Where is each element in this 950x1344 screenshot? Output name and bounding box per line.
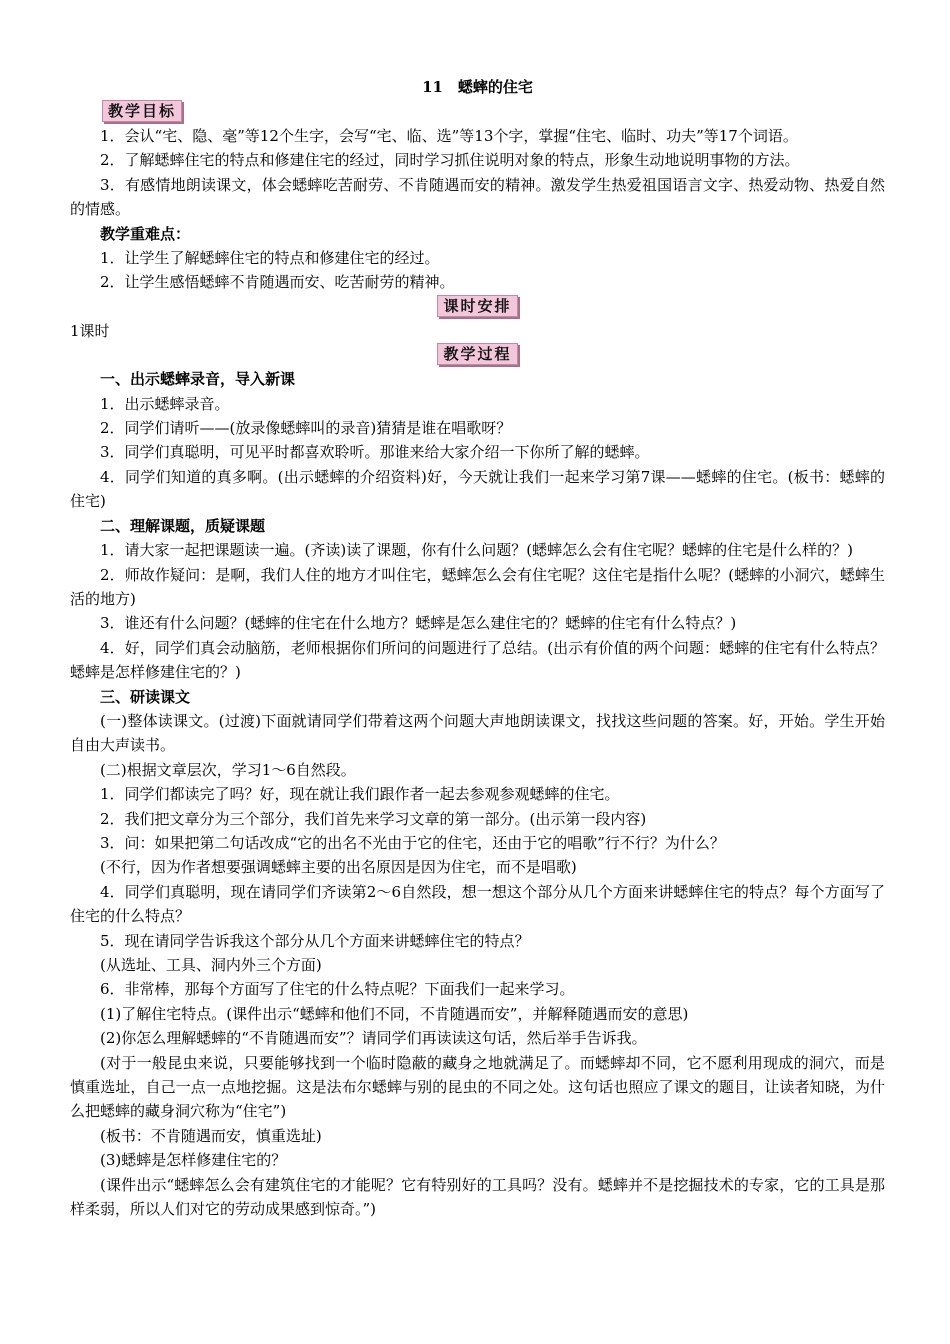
section3-paragraph: 6．非常棒，那每个方面写了住宅的什么特点呢？下面我们一起来学习。 (100, 980, 575, 999)
section3-paragraph: 1．同学们都读完了吗？好，现在就让我们跟作者一起去参观参观蟋蟀的住宅。 (100, 785, 620, 804)
section3-paragraph: 3．问：如果把第二句话改成“它的出名不光由于它的住宅，还由于它的唱歌”行不行？为什么？ (100, 833, 725, 852)
section1-paragraph: 3．同学们真聪明，可见平时都喜欢聆听。那谁来给大家介绍一下你所了解的蟋蟀。 (100, 443, 650, 462)
key-points-heading: 教学重难点： (100, 224, 191, 243)
section-heading: 一、出示蟋蟀录音，导入新课 (100, 370, 296, 389)
section3-paragraph: (对于一般昆虫来说，只要能够找到一个临时隐蔽的藏身之地就满足了。而蟋蟀却不同，它不愿利用现成的洞穴，而是慎重选址，自己一点一点地挖掘。这是法布尔蟋蟀与别的昆虫的不同之处。这句话也照应了课文的题目，让读者知晓，为什么把蟋蟀的藏身洞穴称为“住宅”) (70, 1053, 885, 1121)
section2-paragraph: 4．好，同学们真会动脑筋，老师根据你们所问的问题进行了总结。(出示有价值的两个问题：蟋蟀的住宅有什么特点？蟋蟀是怎样修建住宅的？) (70, 638, 885, 682)
schedule-badge-row (70, 295, 885, 319)
section1-paragraph: 4．同学们知道的真多啊。(出示蟋蟀的介绍资料)好，今天就让我们一起来学习第7课——蟋蟀的住宅。(板书：蟋蟀的住宅) (70, 467, 885, 511)
section3-paragraph: 2．我们把文章分为三个部分，我们首先来学习文章的第一部分。(出示第一段内容) (100, 809, 647, 828)
key-point-paragraph: 2．让学生感悟蟋蟀不肯随遇而安、吃苦耐劳的精神。 (100, 273, 455, 292)
section-heading: 二、理解课题，质疑课题 (100, 516, 266, 535)
section-heading: 三、研读课文 (100, 687, 191, 706)
section2-paragraph: 1．请大家一起把课题读一遍。(齐读)读了课题，你有什么问题？(蟋蟀怎么会有住宅呢？蟋蟀的住宅是什么样的？) (100, 541, 853, 560)
schedule-text: 1课时 (70, 321, 110, 340)
section3-paragraph: (3)蟋蟀是怎样修建住宅的？ (100, 1151, 287, 1170)
section3-paragraph: (课件出示“蟋蟀怎么会有建筑住宅的才能呢？它有特别好的工具吗？没有。蟋蟀并不是挖掘技术的专家，它的工具是那样柔弱，所以人们对它的劳动成果感到惊奇。”) (70, 1175, 885, 1219)
goal-paragraph: 2．了解蟋蟀住宅的特点和修建住宅的经过，同时学习抓住说明对象的特点，形象生动地说明事物的方法。 (100, 151, 800, 170)
process-badge: 教学过程 (437, 343, 517, 365)
section3-paragraph: 4．同学们真聪明，现在请同学们齐读第2～6自然段，想一想这个部分从几个方面来讲蟋蟀住宅的特点？每个方面写了住宅的什么特点？ (70, 882, 885, 926)
teaching-goals-badge: 教学目标 (102, 100, 182, 122)
section1-paragraph: 2．同学们请听——(放录像蟋蟀叫的录音)猜猜是谁在唱歌呀？ (100, 419, 512, 438)
section2-paragraph: 2．师故作疑问：是啊，我们人住的地方才叫住宅，蟋蟀怎么会有住宅呢？这住宅是指什么呢？(蟋蟀的小洞穴，蟋蟀生活的地方) (70, 565, 885, 608)
section3-paragraph: (1)了解住宅特点。(课件出示“蟋蟀和他们不同，不肯随遇而安”，并解释随遇而安的意思) (100, 1004, 689, 1023)
section3-paragraph: 5．现在请同学告诉我这个部分从几个方面来讲蟋蟀住宅的特点？ (100, 931, 530, 950)
key-point-paragraph: 1．让学生了解蟋蟀住宅的特点和修建住宅的经过。 (100, 249, 440, 268)
goal-paragraph: 1．会认“宅、隐、毫”等12个生字，会写“宅、临、选”等13个字，掌握“住宅、临时、功夫”等17个词语。 (100, 127, 798, 145)
section3-paragraph: (不行，因为作者想要强调蟋蟀主要的出名原因是因为住宅，而不是唱歌) (100, 858, 577, 877)
goals-badge-row (70, 100, 885, 124)
section2-paragraph: 3．谁还有什么问题？(蟋蟀的住宅在什么地方？蟋蟀是怎么建住宅的？蟋蟀的住宅有什么特点？) (100, 614, 737, 633)
section3-paragraph: (从选址、工具、洞内外三个方面) (100, 956, 322, 974)
section3-paragraph: (2)你怎么理解蟋蟀的“不肯随遇而安”？请同学们再读读这句话，然后举手告诉我。 (100, 1029, 647, 1048)
section3-paragraph: (一)整体读课文。(过渡)下面就请同学们带着这两个问题大声地朗读课文，找找这些问题的答案。好，开始。学生开始自由大声读书。 (70, 711, 885, 755)
section1-paragraph: 1．出示蟋蟀录音。 (100, 394, 230, 413)
goal-paragraph: 3．有感情地朗读课文，体会蟋蟀吃苦耐劳、不肯随遇而安的精神。激发学生热爱祖国语言文字、热爱动物、热爱自然的情感。 (70, 175, 885, 219)
process-badge-row (70, 343, 885, 367)
schedule-badge: 课时安排 (437, 295, 517, 317)
section3-paragraph: (板书：不肯随遇而安，慎重选址) (100, 1126, 322, 1145)
lesson-title: 11 蟋蟀的住宅 (422, 78, 533, 96)
document-page (70, 76, 885, 1221)
section3-paragraph: (二)根据文章层次，学习1～6自然段。 (100, 760, 356, 779)
